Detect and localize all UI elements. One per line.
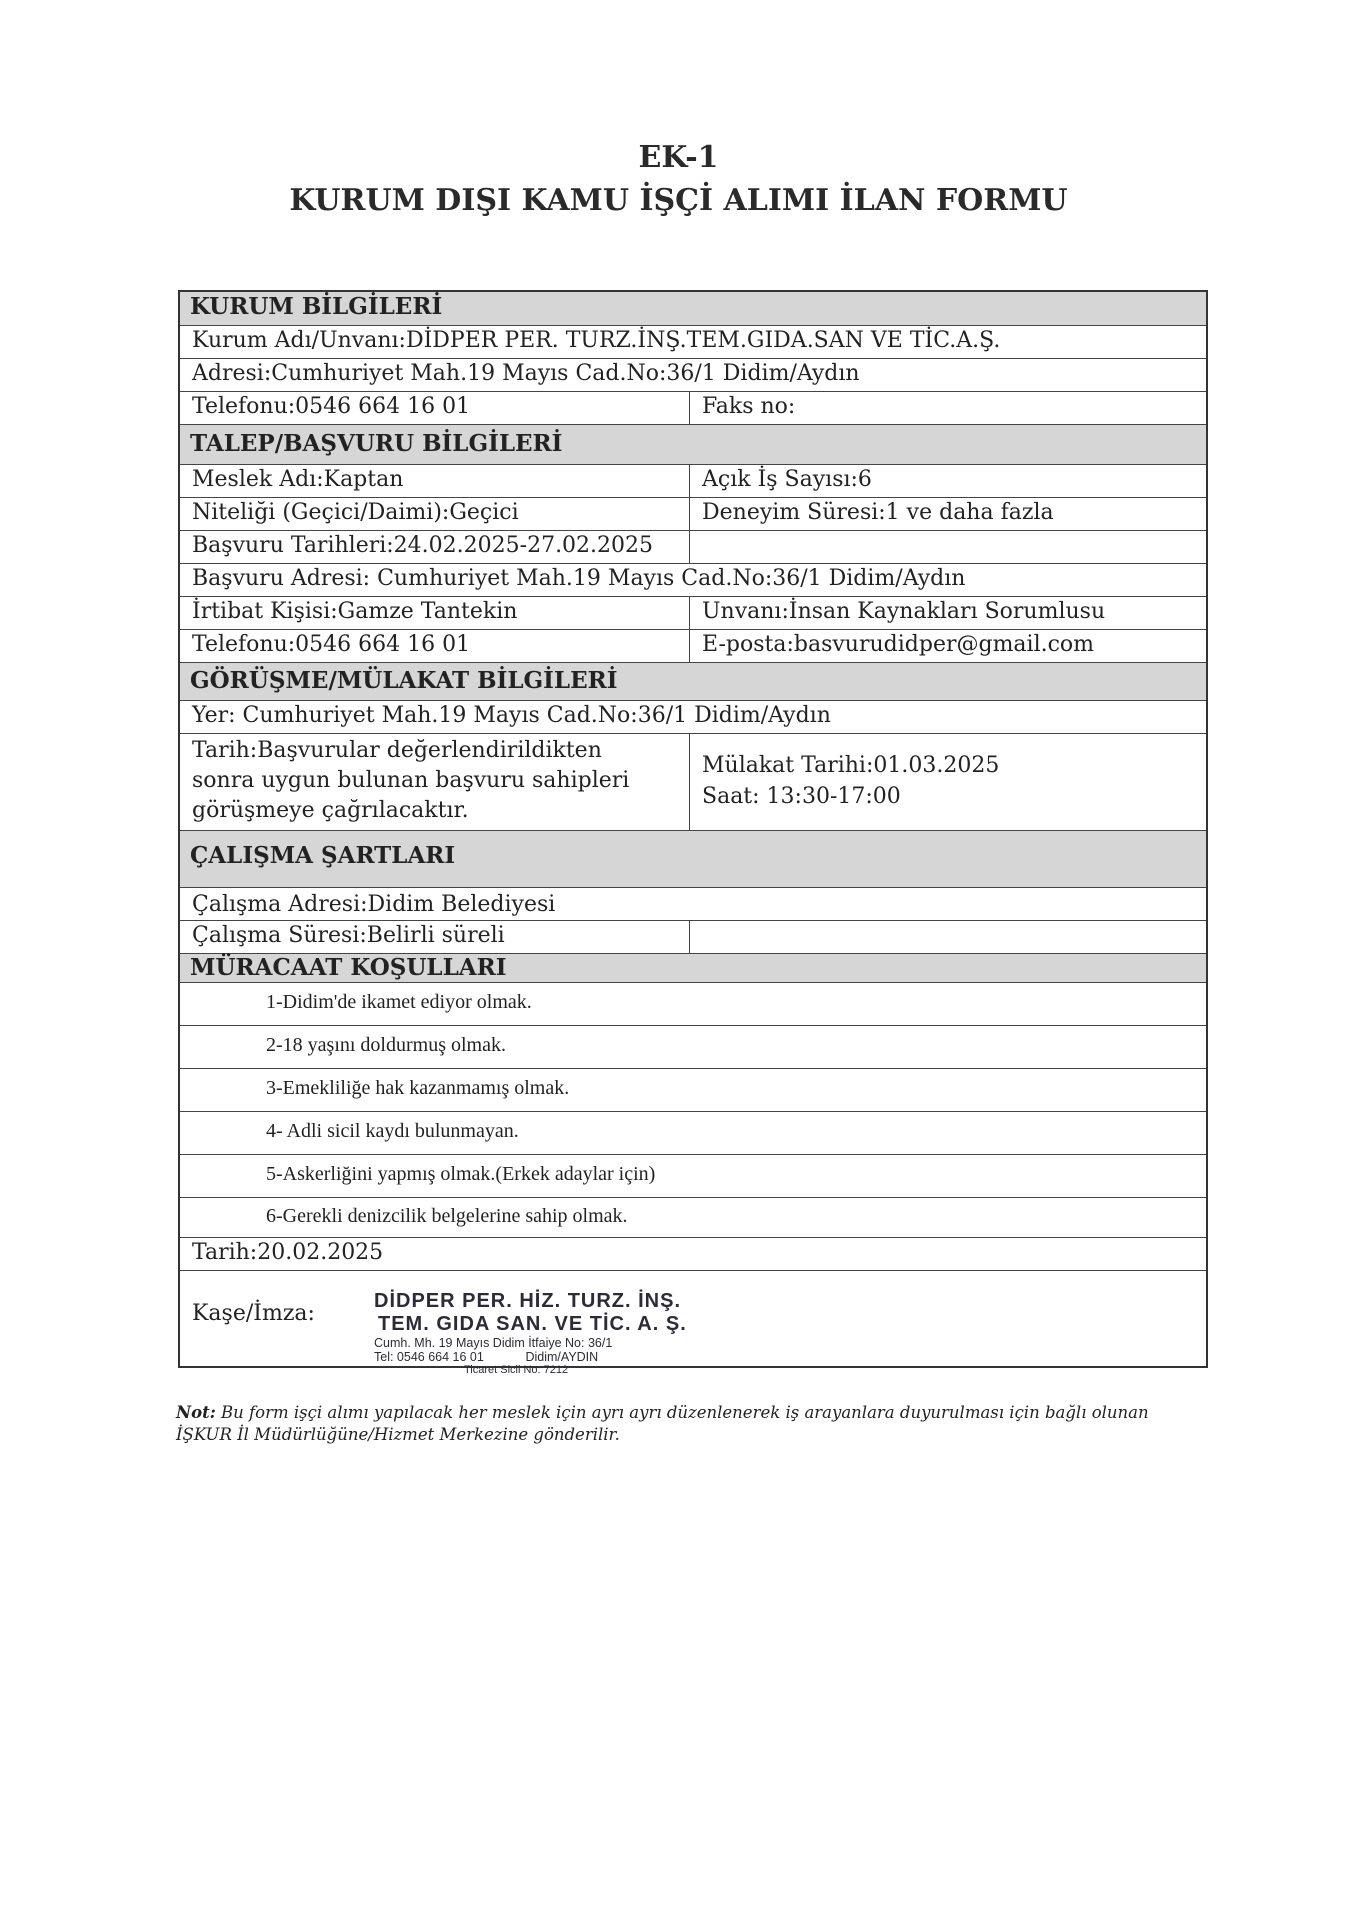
talep-row-6	[180, 629, 1206, 662]
talep-eposta: E-posta:basvurudidper@gmail.com	[702, 632, 1095, 657]
kurum-adi: Kurum Adı/Unvanı:DİDPER PER. TURZ.İNŞ.TEM.GIDA.SAN VE TİC.A.Ş.	[180, 325, 1206, 358]
calisma-suresi: Çalışma Süresi:Belirli süreli	[180, 921, 690, 953]
talep-row-3	[180, 530, 1206, 563]
announcement-form	[178, 290, 1208, 1368]
form-note	[176, 1402, 1186, 1446]
section-kurum-bilgileri: KURUM BİLGİLERİ	[180, 292, 1206, 325]
condition-item: 2-18 yaşını doldurmuş olmak.	[180, 1025, 1206, 1068]
gorusme-tarih-row	[180, 733, 1206, 830]
condition-item: 1-Didim'de ikamet ediyor olmak.	[180, 982, 1206, 1025]
talep-row-1	[180, 464, 1206, 497]
talep-row-2	[180, 497, 1206, 530]
section-talep-basvuru: TALEP/BAŞVURU BİLGİLERİ	[180, 424, 1206, 464]
kurum-telefon: Telefonu:0546 664 16 01	[180, 392, 690, 424]
section-gorusme-mulakat: GÖRÜŞME/MÜLAKAT BİLGİLERİ	[180, 662, 1206, 700]
stamp-line-4: Tel: 0546 664 16 01 Didim/AYDIN	[374, 1350, 599, 1364]
condition-item: 4- Adli sicil kaydı bulunmayan.	[180, 1111, 1206, 1154]
condition-item: 3-Emekliliğe hak kazanmamış olmak.	[180, 1068, 1206, 1111]
irtibat-kisisi: İrtibat Kişisi:Gamze Tantekin	[180, 597, 690, 629]
stamp-line-2: TEM. GIDA SAN. VE TİC. A. Ş.	[378, 1313, 687, 1335]
talep-row-5	[180, 596, 1206, 629]
calisma-row-2	[180, 920, 1206, 953]
acik-is-sayisi: Açık İş Sayısı:6	[702, 467, 872, 492]
talep-telefon: Telefonu:0546 664 16 01	[180, 630, 690, 662]
gorusme-tarih-line-1: Tarih:Başvurular değerlendirildikten	[192, 738, 602, 763]
condition-item: 6-Gerekli denizcilik belgelerine sahip olmak.	[180, 1197, 1206, 1237]
note-label: Not:	[176, 1403, 216, 1422]
kurum-faks: Faks no:	[702, 394, 796, 419]
gorusme-tarih-line-2: sonra uygun bulunan başvuru sahipleri	[192, 768, 630, 793]
empty-cell	[690, 531, 1206, 563]
mulakat-saati: Saat: 13:30-17:00	[702, 784, 901, 809]
irtibat-unvani: Unvanı:İnsan Kaynakları Sorumlusu	[702, 599, 1106, 624]
kase-imza-label: Kaşe/İmza:	[192, 1301, 315, 1326]
gorusme-tarih-aciklama	[180, 734, 690, 830]
form-title: KURUM DIŞI KAMU İŞÇİ ALIMI İLAN FORMU	[289, 183, 1068, 218]
form-tarihi: Tarih:20.02.2025	[180, 1237, 1206, 1270]
stamp-line-5: Ticaret Sicil No: 7212	[464, 1364, 569, 1376]
note-text: Bu form işçi alımı yapılacak her meslek için ayrı ayrı düzenlenerek iş arayanlara duyurulması için bağlı olunan İŞKUR İl Müdürlüğüne/Hizmet Merkezine gönderilir.	[176, 1403, 1149, 1444]
form-code: EK-1	[638, 140, 719, 175]
mulakat-bilgisi	[690, 734, 1206, 830]
basvuru-adresi: Başvuru Adresi: Cumhuriyet Mah.19 Mayıs Cad.No:36/1 Didim/Aydın	[180, 563, 1206, 596]
kurum-contact-row	[180, 391, 1206, 424]
condition-item: 5-Askerliğini yapmış olmak.(Erkek adaylar için)	[180, 1154, 1206, 1197]
section-muracaat-kosullari: MÜRACAAT KOŞULLARI	[180, 953, 1206, 982]
gorusme-yer: Yer: Cumhuriyet Mah.19 Mayıs Cad.No:36/1 Didim/Aydın	[180, 700, 1206, 733]
stamp-line-1: DİDPER PER. HİZ. TURZ. İNŞ.	[374, 1290, 682, 1312]
basvuru-tarihleri: Başvuru Tarihleri:24.02.2025-27.02.2025	[180, 531, 690, 563]
kurum-adres: Adresi:Cumhuriyet Mah.19 Mayıs Cad.No:36/1 Didim/Aydın	[180, 358, 1206, 391]
company-stamp	[374, 1290, 774, 1376]
empty-cell	[690, 921, 1206, 953]
mulakat-tarihi: Mülakat Tarihi:01.03.2025	[702, 753, 1000, 778]
gorusme-tarih-line-3: görüşmeye çağrılacaktır.	[192, 798, 469, 823]
section-calisma-sartlari: ÇALIŞMA ŞARTLARI	[180, 830, 1206, 887]
stamp-line-3: Cumh. Mh. 19 Mayıs Didim İtfaiye No: 36/1	[374, 1336, 613, 1350]
niteligi: Niteliği (Geçici/Daimi):Geçici	[180, 498, 690, 530]
meslek-adi: Meslek Adı:Kaptan	[180, 465, 690, 497]
deneyim-suresi: Deneyim Süresi:1 ve daha fazla	[702, 500, 1054, 525]
calisma-adresi: Çalışma Adresi:Didim Belediyesi	[180, 887, 1206, 920]
